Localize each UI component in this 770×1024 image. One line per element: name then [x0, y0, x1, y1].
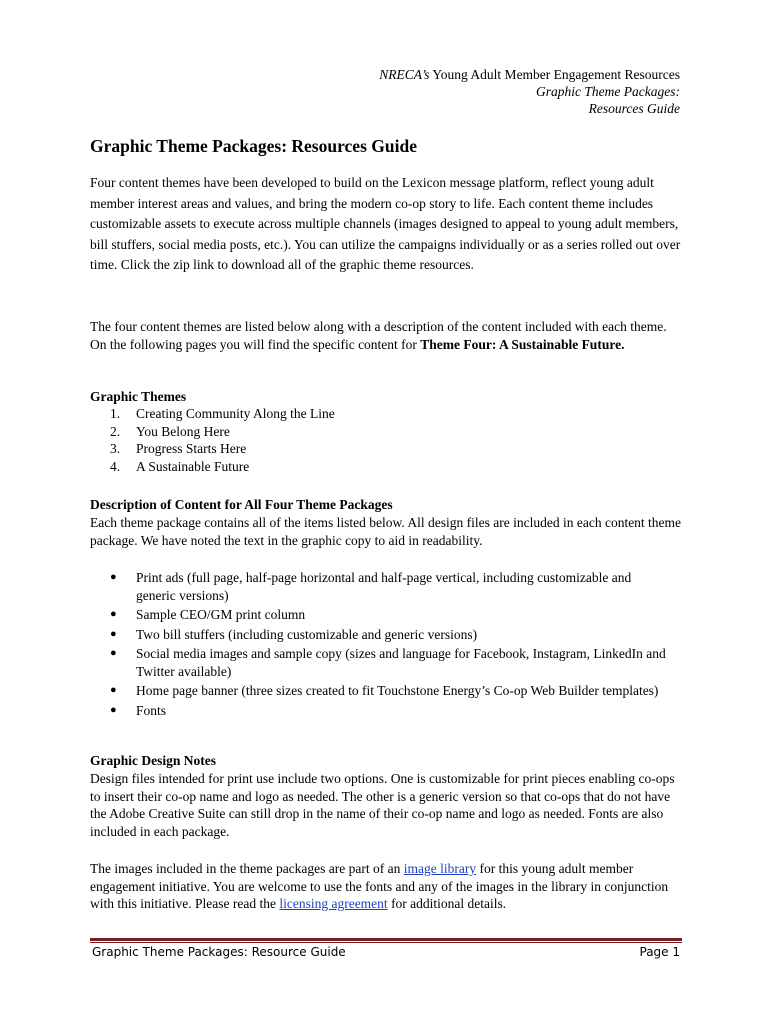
theme-item — [110, 458, 335, 476]
bullet-icon: ● — [110, 608, 117, 620]
header-line-1-rest: Young Adult Member Engagement Resources — [429, 67, 680, 82]
description-heading: Description of Content for All Four Theme Packages — [90, 497, 393, 512]
theme-item — [110, 440, 335, 458]
header-org: NRECA’s — [379, 67, 430, 82]
licensing-agreement-link[interactable]: licensing agreement — [279, 896, 388, 911]
bullet-text: Fonts — [136, 702, 167, 718]
themes-intro-bold: Theme Four: A Sustainable Future. — [420, 336, 625, 352]
bullet-icon: ● — [110, 684, 117, 696]
list-item — [110, 606, 670, 624]
bullet-icon: ● — [110, 647, 117, 659]
bullet-text: Print ads (full page, half-page horizontal and half-page vertical, including customizable and generic versions) — [136, 570, 632, 603]
images-text-2: for this young adult member engagement initiative. You are welcome to use the fonts and any of the images in the library in conjunction with this initiative. Please read the — [90, 861, 669, 911]
design-notes-heading: Graphic Design Notes — [90, 753, 216, 768]
themes-list — [110, 405, 335, 475]
images-text-1: The images included in the theme packages are part of an — [90, 861, 404, 876]
header-line-3-text: Resources Guide — [588, 101, 680, 116]
page-title: Graphic Theme Packages: Resources Guide — [90, 136, 417, 156]
list-item — [110, 645, 670, 680]
theme-number: 1. — [110, 406, 121, 421]
bullet-text: Home page banner (three sizes created to fit Touchstone Energy’s Co-op Web Builder templates) — [136, 683, 659, 698]
content-bullet-list — [110, 569, 670, 721]
bullet-icon: ● — [110, 703, 117, 716]
theme-label: You Belong Here — [136, 423, 230, 439]
bullet-text: Social media images and sample copy (sizes and language for Facebook, Instagram, LinkedIn and Twitter available) — [136, 646, 666, 679]
footer-title: Graphic Theme Packages: Resource Guide — [92, 945, 346, 959]
footer-divider-thick — [90, 938, 682, 941]
header-line-2 — [260, 83, 680, 100]
themes-intro-text: The four content themes are listed below along with a description of the content included with each theme. On the following pages you will find the specific content for — [90, 319, 667, 352]
themes-heading: Graphic Themes — [90, 389, 187, 404]
bullet-text: Sample CEO/GM print column — [136, 607, 306, 622]
images-text-3: for additional details. — [387, 896, 507, 911]
theme-item — [110, 405, 335, 423]
header-line-3 — [260, 100, 680, 117]
header-line-2-text: Graphic Theme Packages: — [536, 84, 680, 99]
list-item — [110, 569, 670, 604]
list-item — [110, 682, 670, 700]
image-library-link[interactable]: image library — [403, 861, 477, 876]
images-paragraph — [90, 860, 682, 913]
theme-label: A Sustainable Future — [136, 458, 250, 474]
theme-number: 3. — [110, 441, 121, 456]
theme-number: 2. — [110, 423, 121, 439]
bullet-icon: ● — [110, 571, 117, 583]
bullet-icon: ● — [110, 627, 117, 640]
list-item — [110, 702, 670, 720]
theme-number: 4. — [110, 458, 121, 474]
intro-paragraph: Four content themes have been developed to build on the Lexicon message platform, reflect young adult member interest areas and values, and bring the modern co-op story to life. Each content theme includes customizable assets to execute across multiple channels (images designed to appeal to young adult members, bill stuffers, social media posts, etc.). You can utilize the campaigns individually or as a series rolled out over time. Click the zip link to download all of the graphic theme resources. — [90, 175, 681, 273]
header-line-1 — [260, 66, 680, 83]
themes-intro-paragraph — [90, 318, 682, 353]
page-number: Page 1 — [639, 945, 680, 959]
list-item — [110, 626, 670, 644]
footer-divider-thin — [90, 942, 682, 943]
description-paragraph: Each theme package contains all of the items listed below. All design files are included in each content theme package. We have noted the text in the graphic copy to aid in readability. — [90, 515, 682, 548]
theme-label: Creating Community Along the Line — [136, 406, 335, 421]
theme-label: Progress Starts Here — [136, 441, 247, 456]
design-notes-paragraph: Design files intended for print use include two options. One is customizable for print pieces enabling co-ops to insert their co-op name and logo as needed. The other is a generic version so that co-ops that do not have the Adobe Creative Suite can still drop in the name of their co-op name and logo as needed. Fonts are also included in each package. — [90, 771, 675, 839]
bullet-text: Two bill stuffers (including customizable and generic versions) — [136, 626, 478, 642]
running-header — [260, 66, 680, 117]
theme-item — [110, 423, 335, 441]
